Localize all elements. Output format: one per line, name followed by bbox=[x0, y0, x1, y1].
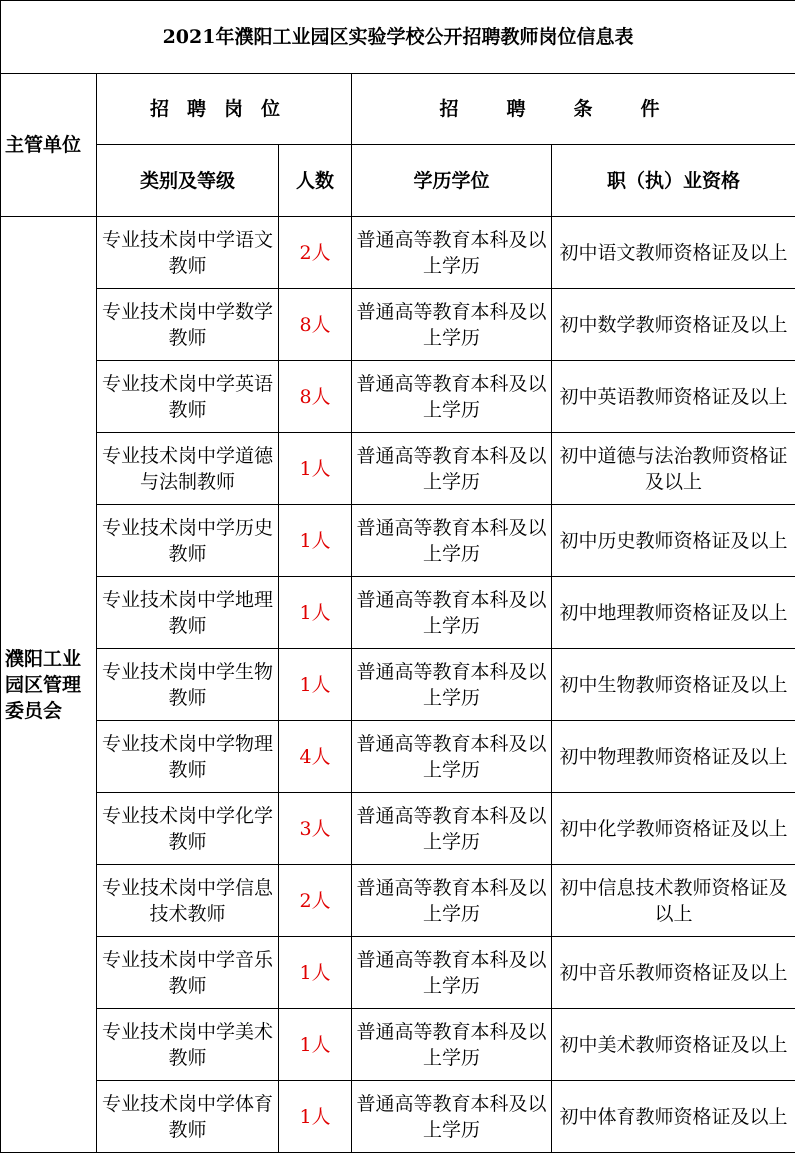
count-cell: 1人 bbox=[279, 649, 352, 721]
table-row bbox=[1, 217, 795, 289]
education-cell: 普通高等教育本科及以上学历 bbox=[352, 289, 552, 361]
category-cell: 专业技术岗中学体育教师 bbox=[97, 1081, 279, 1153]
category-cell: 专业技术岗中学物理教师 bbox=[97, 721, 279, 793]
education-cell: 普通高等教育本科及以上学历 bbox=[352, 793, 552, 865]
header-qualification: 职（执）业资格 bbox=[552, 145, 795, 217]
category-cell: 专业技术岗中学语文教师 bbox=[97, 217, 279, 289]
count-cell: 3人 bbox=[279, 793, 352, 865]
qualification-cell: 初中英语教师资格证及以上 bbox=[552, 361, 795, 433]
category-cell: 专业技术岗中学信息技术教师 bbox=[97, 865, 279, 937]
header-unit: 主管单位 bbox=[1, 74, 97, 217]
table-row bbox=[1, 361, 795, 433]
count-cell: 8人 bbox=[279, 361, 352, 433]
unit-name: 濮阳工业园区管理委员会 bbox=[1, 217, 97, 1153]
category-cell: 专业技术岗中学地理教师 bbox=[97, 577, 279, 649]
education-cell: 普通高等教育本科及以上学历 bbox=[352, 577, 552, 649]
category-cell: 专业技术岗中学数学教师 bbox=[97, 289, 279, 361]
count-cell: 8人 bbox=[279, 289, 352, 361]
count-cell: 1人 bbox=[279, 577, 352, 649]
table-row bbox=[1, 721, 795, 793]
education-cell: 普通高等教育本科及以上学历 bbox=[352, 505, 552, 577]
qualification-cell: 初中物理教师资格证及以上 bbox=[552, 721, 795, 793]
education-cell: 普通高等教育本科及以上学历 bbox=[352, 649, 552, 721]
table-row bbox=[1, 577, 795, 649]
table-row bbox=[1, 505, 795, 577]
qualification-cell: 初中体育教师资格证及以上 bbox=[552, 1081, 795, 1153]
header-education: 学历学位 bbox=[352, 145, 552, 217]
category-cell: 专业技术岗中学道德与法制教师 bbox=[97, 433, 279, 505]
qualification-cell: 初中化学教师资格证及以上 bbox=[552, 793, 795, 865]
table-row bbox=[1, 937, 795, 1009]
count-cell: 4人 bbox=[279, 721, 352, 793]
education-cell: 普通高等教育本科及以上学历 bbox=[352, 865, 552, 937]
table-row bbox=[1, 433, 795, 505]
category-cell: 专业技术岗中学历史教师 bbox=[97, 505, 279, 577]
qualification-cell: 初中地理教师资格证及以上 bbox=[552, 577, 795, 649]
count-cell: 1人 bbox=[279, 1009, 352, 1081]
table-row bbox=[1, 793, 795, 865]
table-row bbox=[1, 649, 795, 721]
count-cell: 1人 bbox=[279, 937, 352, 1009]
count-cell: 2人 bbox=[279, 217, 352, 289]
count-cell: 1人 bbox=[279, 505, 352, 577]
qualification-cell: 初中语文教师资格证及以上 bbox=[552, 217, 795, 289]
qualification-cell: 初中数学教师资格证及以上 bbox=[552, 289, 795, 361]
page-title: 2021年濮阳工业园区实验学校公开招聘教师岗位信息表 bbox=[1, 1, 795, 74]
count-cell: 2人 bbox=[279, 865, 352, 937]
count-cell: 1人 bbox=[279, 1081, 352, 1153]
title-row bbox=[1, 1, 795, 74]
table-row bbox=[1, 865, 795, 937]
header-category: 类别及等级 bbox=[97, 145, 279, 217]
education-cell: 普通高等教育本科及以上学历 bbox=[352, 1009, 552, 1081]
count-cell: 1人 bbox=[279, 433, 352, 505]
header-count: 人数 bbox=[279, 145, 352, 217]
qualification-cell: 初中信息技术教师资格证及以上 bbox=[552, 865, 795, 937]
education-cell: 普通高等教育本科及以上学历 bbox=[352, 433, 552, 505]
category-cell: 专业技术岗中学生物教师 bbox=[97, 649, 279, 721]
category-cell: 专业技术岗中学美术教师 bbox=[97, 1009, 279, 1081]
qualification-cell: 初中历史教师资格证及以上 bbox=[552, 505, 795, 577]
header-conditions-group: 招聘条件 bbox=[352, 74, 795, 145]
qualification-cell: 初中生物教师资格证及以上 bbox=[552, 649, 795, 721]
education-cell: 普通高等教育本科及以上学历 bbox=[352, 361, 552, 433]
header-row-sub bbox=[1, 145, 795, 217]
category-cell: 专业技术岗中学英语教师 bbox=[97, 361, 279, 433]
education-cell: 普通高等教育本科及以上学历 bbox=[352, 937, 552, 1009]
qualification-cell: 初中音乐教师资格证及以上 bbox=[552, 937, 795, 1009]
category-cell: 专业技术岗中学音乐教师 bbox=[97, 937, 279, 1009]
header-row-top bbox=[1, 74, 795, 145]
table-row bbox=[1, 1081, 795, 1153]
education-cell: 普通高等教育本科及以上学历 bbox=[352, 1081, 552, 1153]
qualification-cell: 初中美术教师资格证及以上 bbox=[552, 1009, 795, 1081]
education-cell: 普通高等教育本科及以上学历 bbox=[352, 217, 552, 289]
education-cell: 普通高等教育本科及以上学历 bbox=[352, 721, 552, 793]
header-position-group: 招聘岗位 bbox=[97, 74, 352, 145]
qualification-cell: 初中道德与法治教师资格证及以上 bbox=[552, 433, 795, 505]
table-row bbox=[1, 1009, 795, 1081]
table-row bbox=[1, 289, 795, 361]
category-cell: 专业技术岗中学化学教师 bbox=[97, 793, 279, 865]
